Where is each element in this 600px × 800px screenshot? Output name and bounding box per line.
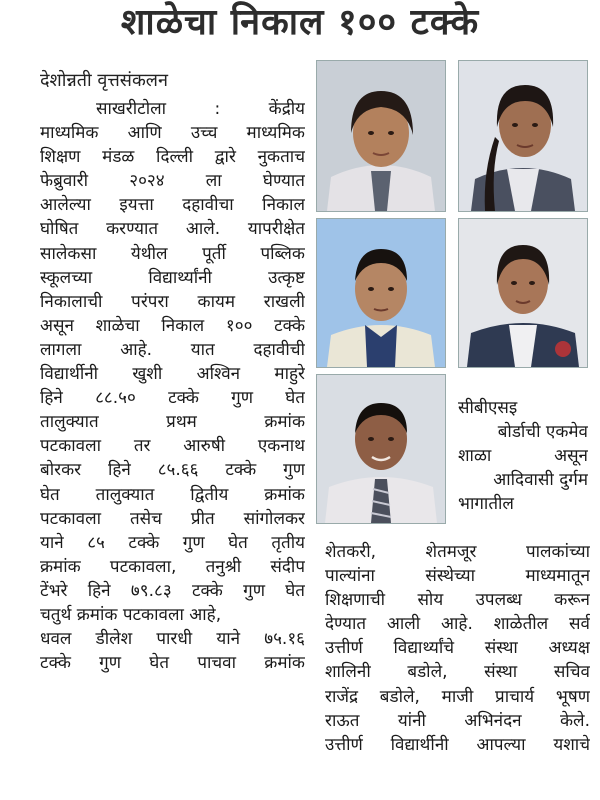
headline: शाळेचा निकाल १०० टक्के [120,2,480,43]
byline: देशोन्नती वृत्तसंकलन [40,70,168,91]
article-left-column [40,97,305,675]
text-line: राजेंद्र बडोले, माजी प्राचार्य भूषण [325,686,590,707]
text-line: टक्के गुण घेत पाचवा क्रमांक [40,653,305,674]
student-photo-5 [316,374,446,524]
text-line: हिने ८८.५० टक्के गुण घेत [40,388,305,409]
text-line: सालेकसा येथील पूर्ती पब्लिक [40,243,305,264]
text-line: बोरकर हिने ८५.६६ टक्के गुण [40,460,305,481]
text-line: आदिवासी दुर्गम [493,470,588,491]
text-line: शेतकरी, शेतमजूर पालकांच्या [325,542,590,562]
text-line: स्कूलच्या विद्यार्थ्यांनी उत्कृष्ट [40,267,305,288]
student-photo-3 [316,218,446,368]
text-line: विद्यार्थीनी खुशी अश्विन माहुरे [40,364,305,385]
text-line: माध्यमिक आणि उच्च माध्यमिक [40,123,305,144]
text-line: शिक्षण मंडळ दिल्ली द्वारे नुकताच [40,147,305,168]
text-line: बोर्डाची एकमेव [497,422,588,443]
text-line: उत्तीर्ण विद्यार्थ्यांचे संस्था अध्यक्ष [325,638,590,659]
text-line: पटकावला तर आरुषी एकनाथ [40,436,305,457]
text-line: चतुर्थ क्रमांक पटकावला आहे, [40,604,222,625]
student-photo-4 [458,218,588,368]
text-line: साखरीटोला : केंद्रीय [96,99,305,119]
text-line: देण्यात आली आहे. शाळेतील सर्व [325,614,590,635]
text-line: शालिनी बडोले, संस्था सचिव [325,662,590,683]
text-line: तालुक्यात प्रथम क्रमांक [40,412,305,433]
student-photo-1 [316,60,446,212]
text-line: घोषित करण्यात आले. यापरीक्षेत [40,219,305,240]
text-line: भागातील [458,494,514,515]
text-line: याने ८५ टक्के गुण घेत तृतीय [40,532,305,553]
text-line: आलेल्या इयत्ता दहावीचा निकाल [40,195,305,216]
text-line: पाल्यांना संस्थेच्या माध्यमातून [325,566,590,587]
text-line: लागला आहे. यात दहावीची [40,339,305,360]
article-right-column-bottom [325,540,590,757]
text-line: घेत तालुक्यात द्वितीय क्रमांक [40,484,305,505]
text-line: क्रमांक पटकावला, तनुश्री संदीप [40,556,305,577]
text-line: निकालाची परंपरा कायम राखली [40,291,305,312]
text-line: असून शाळेचा निकाल १०० टक्के [40,315,305,336]
text-line: शिक्षणाची सोय उपलब्ध करून [325,590,590,611]
student-photo-2 [458,60,588,212]
text-line: शाळा असून [458,446,588,467]
text-line: धवल डीलेश पारधी याने ७५.१६ [40,629,305,650]
text-line: राऊत यांनी अभिनंदन केले. [325,710,590,731]
text-line: सीबीएसइ [458,398,518,418]
text-line: टेंभरे हिने ७९.८३ टक्के गुण घेत [40,580,305,601]
article-right-column-top [458,396,588,516]
text-line: उत्तीर्ण विद्यार्थीनी आपल्या यशाचे [325,734,590,755]
text-line: फेब्रुवारी २०२४ ला घेण्यात [40,171,305,192]
text-line: पटकावला तसेच प्रीत सांगोलकर [40,508,305,529]
